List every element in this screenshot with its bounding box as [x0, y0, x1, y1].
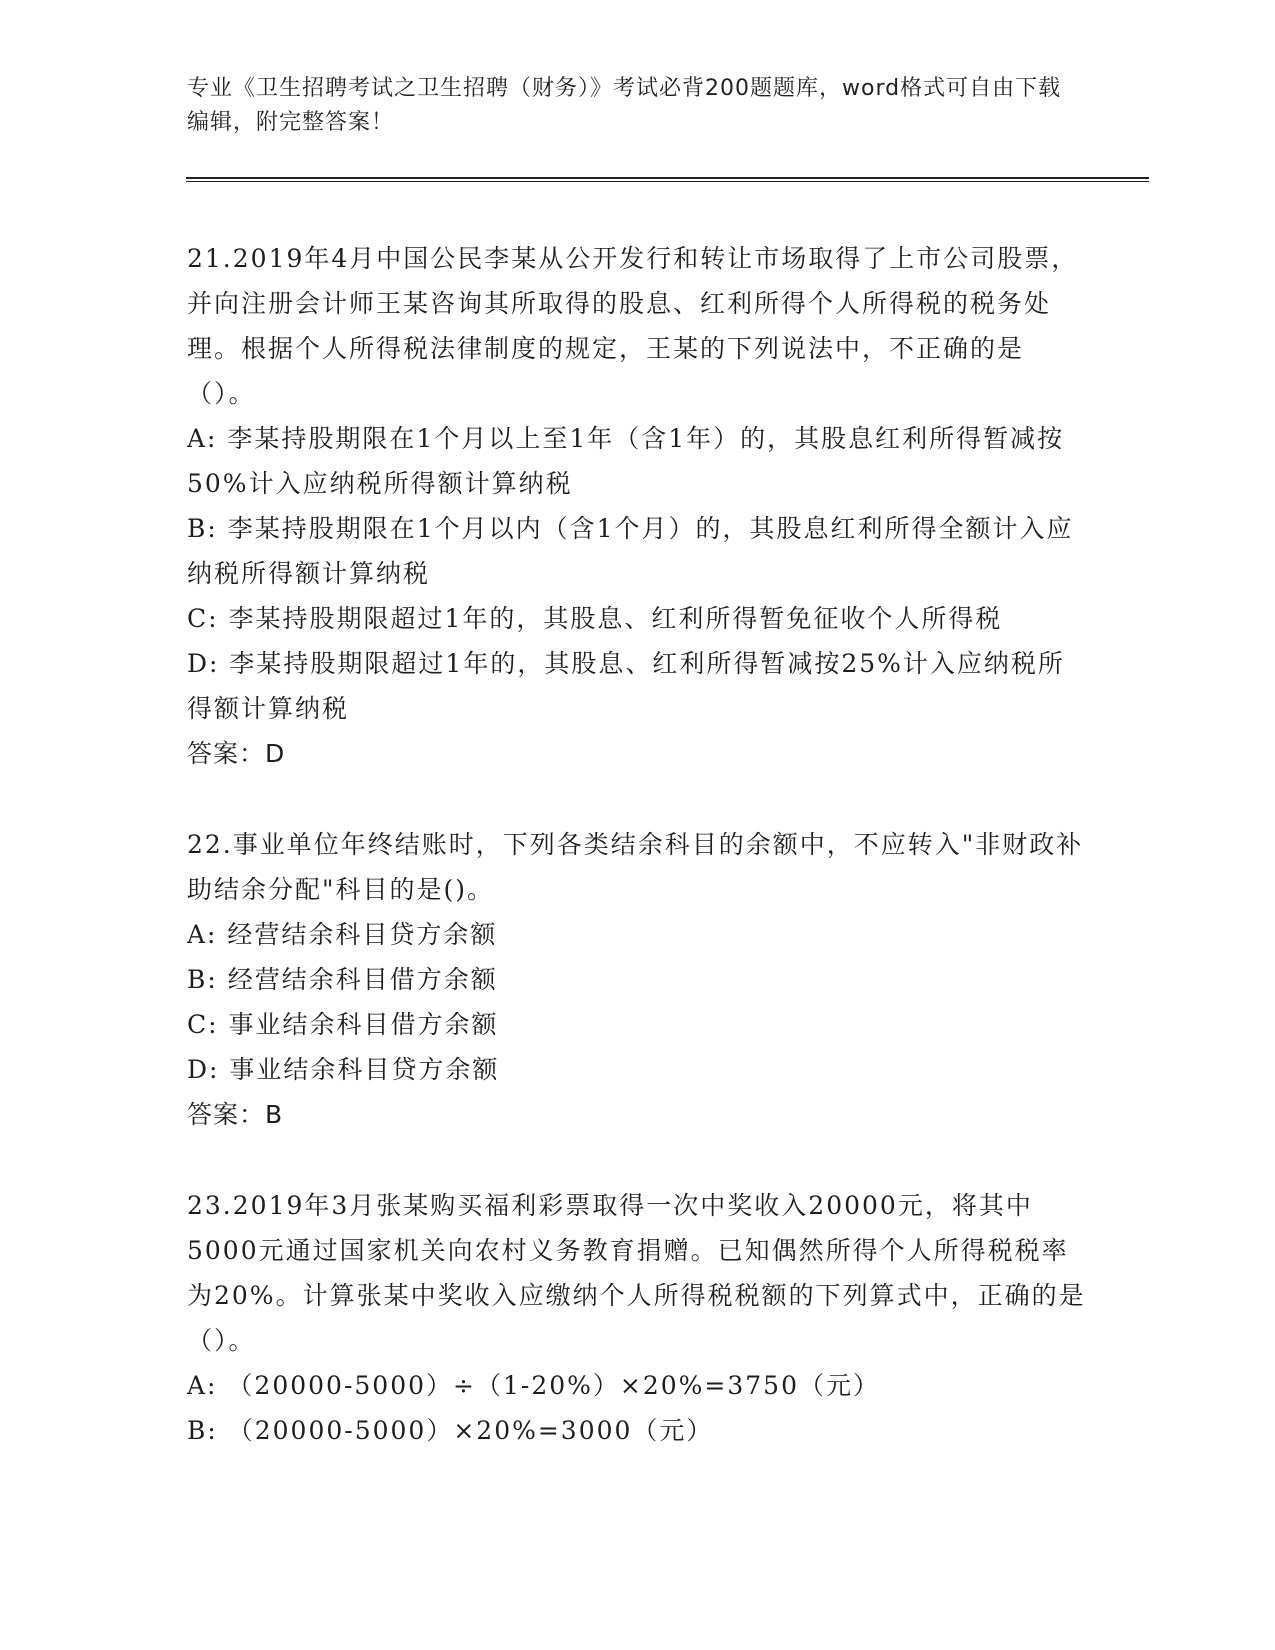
option-b: B: 李某持股期限在1个月以内（含1个月）的，其股息红利所得全额计入应纳税所得额计算纳税 [187, 514, 1074, 588]
option-b: B: （20000-5000）×20%=3000（元） [187, 1416, 714, 1445]
question-list [187, 236, 1087, 1453]
question-text: 22.事业单位年终结账时，下列各类结余科目的余额中，不应转入"非财政补助结余分配"科目的是()。 [187, 830, 1084, 904]
option-c: C: 事业结余科目借方余额 [187, 1010, 499, 1039]
question-spacer [187, 1137, 1087, 1183]
option-a: A: （20000-5000）÷（1-20%）×20%=3750（元） [187, 1371, 880, 1400]
header-divider-thin [186, 181, 1149, 182]
option-d: D: 事业结余科目贷方余额 [187, 1055, 500, 1084]
header-divider-thick [186, 177, 1149, 179]
question-21 [187, 236, 1087, 776]
document-header [187, 72, 1067, 140]
answer-label: 答案：B [187, 1100, 284, 1129]
question-22 [187, 822, 1087, 1137]
question-text: 21.2019年4月中国公民李某从公开发行和转让市场取得了上市公司股票，并向注册会计师王某咨询其所取得的股息、红利所得个人所得税的税务处理。根据个人所得税法律制度的规定，王某的下列说法中，不正确的是（）。 [187, 244, 1079, 408]
question-23 [187, 1183, 1087, 1453]
header-title: 专业《卫生招聘考试之卫生招聘（财务）》考试必背200题题库，word格式可自由下载编辑，附完整答案！ [187, 76, 1062, 135]
option-b: B: 经营结余科目借方余额 [187, 965, 498, 994]
question-text: 23.2019年3月张某购买福利彩票取得一次中奖收入20000元，将其中5000元通过国家机关向农村义务教育捐赠。已知偶然所得个人所得税税率为20%。计算张某中奖收入应缴纳个人所得税税额的下列算式中，正确的是（）。 [187, 1191, 1086, 1355]
option-a: A: 李某持股期限在1个月以上至1年（含1年）的，其股息红利所得暂减按50%计入应纳税所得额计算纳税 [187, 424, 1065, 498]
answer-label: 答案：D [187, 739, 286, 768]
question-spacer [187, 776, 1087, 822]
option-c: C: 李某持股期限超过1年的，其股息、红利所得暂免征收个人所得税 [187, 604, 1003, 633]
option-d: D: 李某持股期限超过1年的，其股息、红利所得暂减按25%计入应纳税所得额计算纳税 [187, 649, 1065, 723]
option-a: A: 经营结余科目贷方余额 [187, 920, 498, 949]
